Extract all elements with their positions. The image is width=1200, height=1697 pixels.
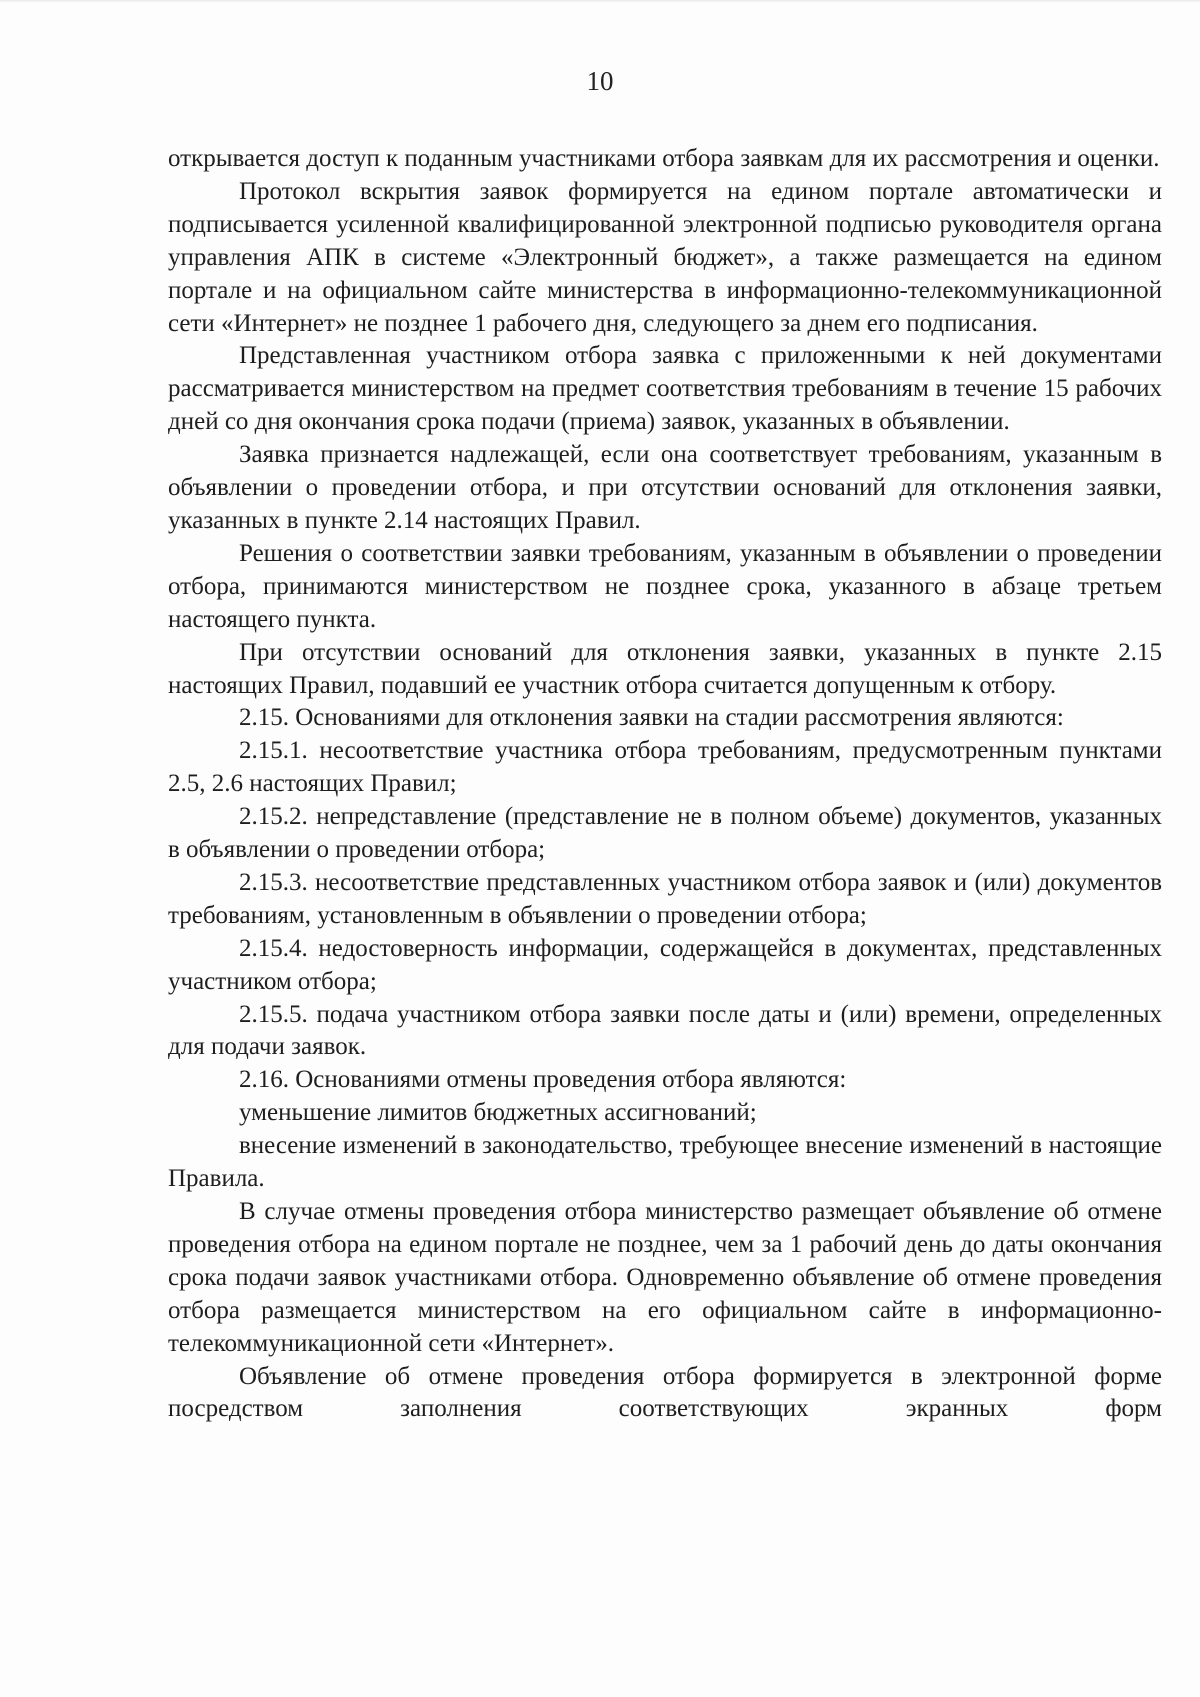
paragraph-p06: При отсутствии оснований для отклонения заявки, указанных в пункте 2.15 настоящих Правил, подавший ее участник отбора считается допущенным к отбору. <box>168 638 1162 699</box>
paragraph-p15: внесение изменений в законодательство, требующее внесение изменений в настоящие Правила. <box>168 1132 1162 1193</box>
paragraph-p04: Заявка признается надлежащей, если она соответствует требованиям, указанным в объявлении о проведении отбора, и при отсутствии оснований для отклонения заявки, указанных в пункте 2.14 настоящих Правил. <box>168 441 1162 534</box>
paragraph-p05: Решения о соответствии заявки требованиям, указанным в объявлении о проведении отбора, принимаются министерством не позднее срока, указанного в абзаце третьем настоящего пункта. <box>168 539 1162 633</box>
paragraph-p07: 2.15. Основаниями для отклонения заявки на стадии рассмотрения являются: <box>239 704 1064 732</box>
paragraph-p10: 2.15.3. несоответствие представленных участником отбора заявок и (или) документов требованиям, установленным в объявлении о проведении отбора; <box>168 868 1162 929</box>
paragraph-p14: уменьшение лимитов бюджетных ассигнований; <box>239 1099 757 1127</box>
paragraph-p01: открывается доступ к поданным участниками отбора заявкам для их рассмотрения и оценки. <box>168 145 1160 172</box>
paragraph-p09: 2.15.2. непредставление (представление не в полном объеме) документов, указанных в объявлении о проведении отбора; <box>168 803 1162 864</box>
paragraph-p03: Представленная участником отбора заявка с приложенными к ней документами рассматривается министерством на предмет соответствия требованиям в течение 15 рабочих дней со дня окончания срока подачи (приема) заявок, указанных в объявлении. <box>168 342 1162 436</box>
paragraph-p16: В случае отмены проведения отбора министерство размещает объявление об отмене проведения отбора на едином портале не позднее, чем за 1 рабочий день до даты окончания срока подачи заявок участниками отбора. Одновременно объявление об отмене проведения отбора размещается министерством на его официальном сайте в информационно-телекоммуникационной сети «Интернет». <box>168 1198 1162 1357</box>
paragraph-p08: 2.15.1. несоответствие участника отбора требованиям, предусмотренным пунктами 2.5, 2.6 настоящих Правил; <box>168 737 1162 798</box>
paragraph-p13: 2.16. Основаниями отмены проведения отбора являются: <box>239 1066 847 1094</box>
paragraph-p11: 2.15.4. недостоверность информации, содержащейся в документах, представленных участником отбора; <box>168 934 1162 995</box>
page-number: 10 <box>586 66 614 96</box>
scan-edge <box>0 0 1200 3</box>
paragraph-p17: Объявление об отмене проведения отбора формируется в электронной форме посредством заполнения соответствующих экранных форм <box>168 1362 1162 1423</box>
paragraph-p12: 2.15.5. подача участником отбора заявки после даты и (или) времени, определенных для подачи заявок. <box>168 1000 1162 1061</box>
document-body <box>168 143 1162 1426</box>
paragraph-p02: Протокол вскрытия заявок формируется на едином портале автоматически и подписывается усиленной квалифицированной электронной подписью руководителя органа управления АПК в системе «Электронный бюджет», а также размещается на едином портале и на официальном сайте министерства в информационно-телекоммуникационной сети «Интернет» не позднее 1 рабочего дня, следующего за днем его подписания. <box>168 177 1162 337</box>
